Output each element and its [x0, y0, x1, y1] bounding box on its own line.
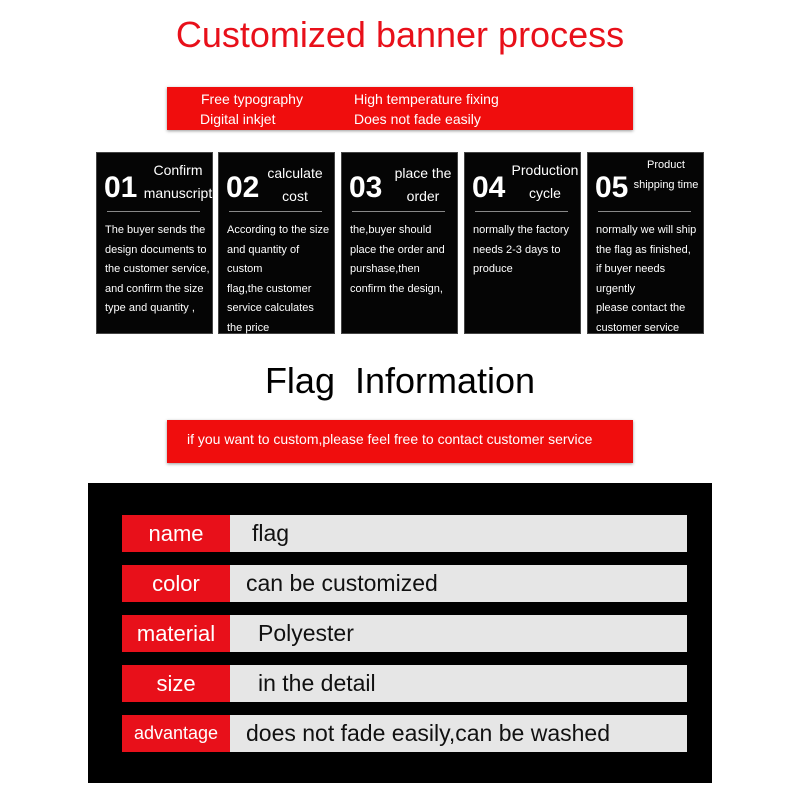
table-row	[122, 565, 687, 602]
step-description: normally the factory needs 2-3 days to produce	[473, 224, 569, 275]
table-row	[122, 665, 687, 702]
info-table	[88, 483, 712, 783]
row-label: name	[122, 515, 230, 552]
feature-item: Digital inkjet	[200, 111, 276, 127]
step-number: 02	[226, 171, 260, 204]
step-heading: Product shipping time	[633, 159, 699, 191]
step-description: According to the size and quantity of custom flag,the customer service calculates the price	[227, 224, 330, 334]
step-description: normally we will ship the flag as finished, if buyer needs urgently please contact the customer service	[596, 224, 697, 334]
table-row	[122, 515, 687, 552]
row-label: size	[122, 665, 230, 702]
step-card-1	[96, 152, 213, 334]
feature-item: Free typography	[201, 91, 303, 107]
features-banner	[167, 87, 633, 130]
step-heading: calculate cost	[267, 165, 323, 204]
step-heading: Confirm manuscript	[143, 162, 213, 201]
row-value: flag	[230, 515, 687, 552]
divider	[598, 211, 691, 212]
step-heading: place the order	[394, 165, 452, 204]
info-title: Flag Information	[264, 360, 536, 401]
step-card-4	[464, 152, 581, 334]
step-number: 03	[349, 171, 383, 204]
row-label: color	[122, 565, 230, 602]
step-heading: Production cycle	[511, 162, 579, 201]
page-title: Customized banner process	[175, 14, 625, 55]
step-card-3	[341, 152, 458, 334]
row-label: advantage	[122, 715, 230, 752]
step-description: The buyer sends the design documents to the customer service, and confirm the size type and quantity ,	[105, 224, 210, 314]
row-value: in the detail	[230, 665, 687, 702]
row-label: material	[122, 615, 230, 652]
divider	[229, 211, 322, 212]
step-card-2	[218, 152, 335, 334]
step-number: 04	[472, 171, 506, 204]
row-value: does not fade easily,can be washed	[230, 715, 687, 752]
feature-item: High temperature fixing	[354, 91, 499, 107]
step-number: 01	[104, 171, 138, 204]
table-row	[122, 615, 687, 652]
step-number: 05	[595, 171, 629, 204]
divider	[107, 211, 200, 212]
table-row	[122, 715, 687, 752]
divider	[352, 211, 445, 212]
row-value: can be customized	[230, 565, 687, 602]
step-description: the,buyer should place the order and purshase,then confirm the design,	[350, 224, 445, 295]
feature-item: Does not fade easily	[354, 111, 481, 127]
row-value: Polyester	[230, 615, 687, 652]
divider	[475, 211, 568, 212]
contact-banner: if you want to custom,please feel free to contact customer service	[167, 420, 633, 463]
step-card-5	[587, 152, 704, 334]
